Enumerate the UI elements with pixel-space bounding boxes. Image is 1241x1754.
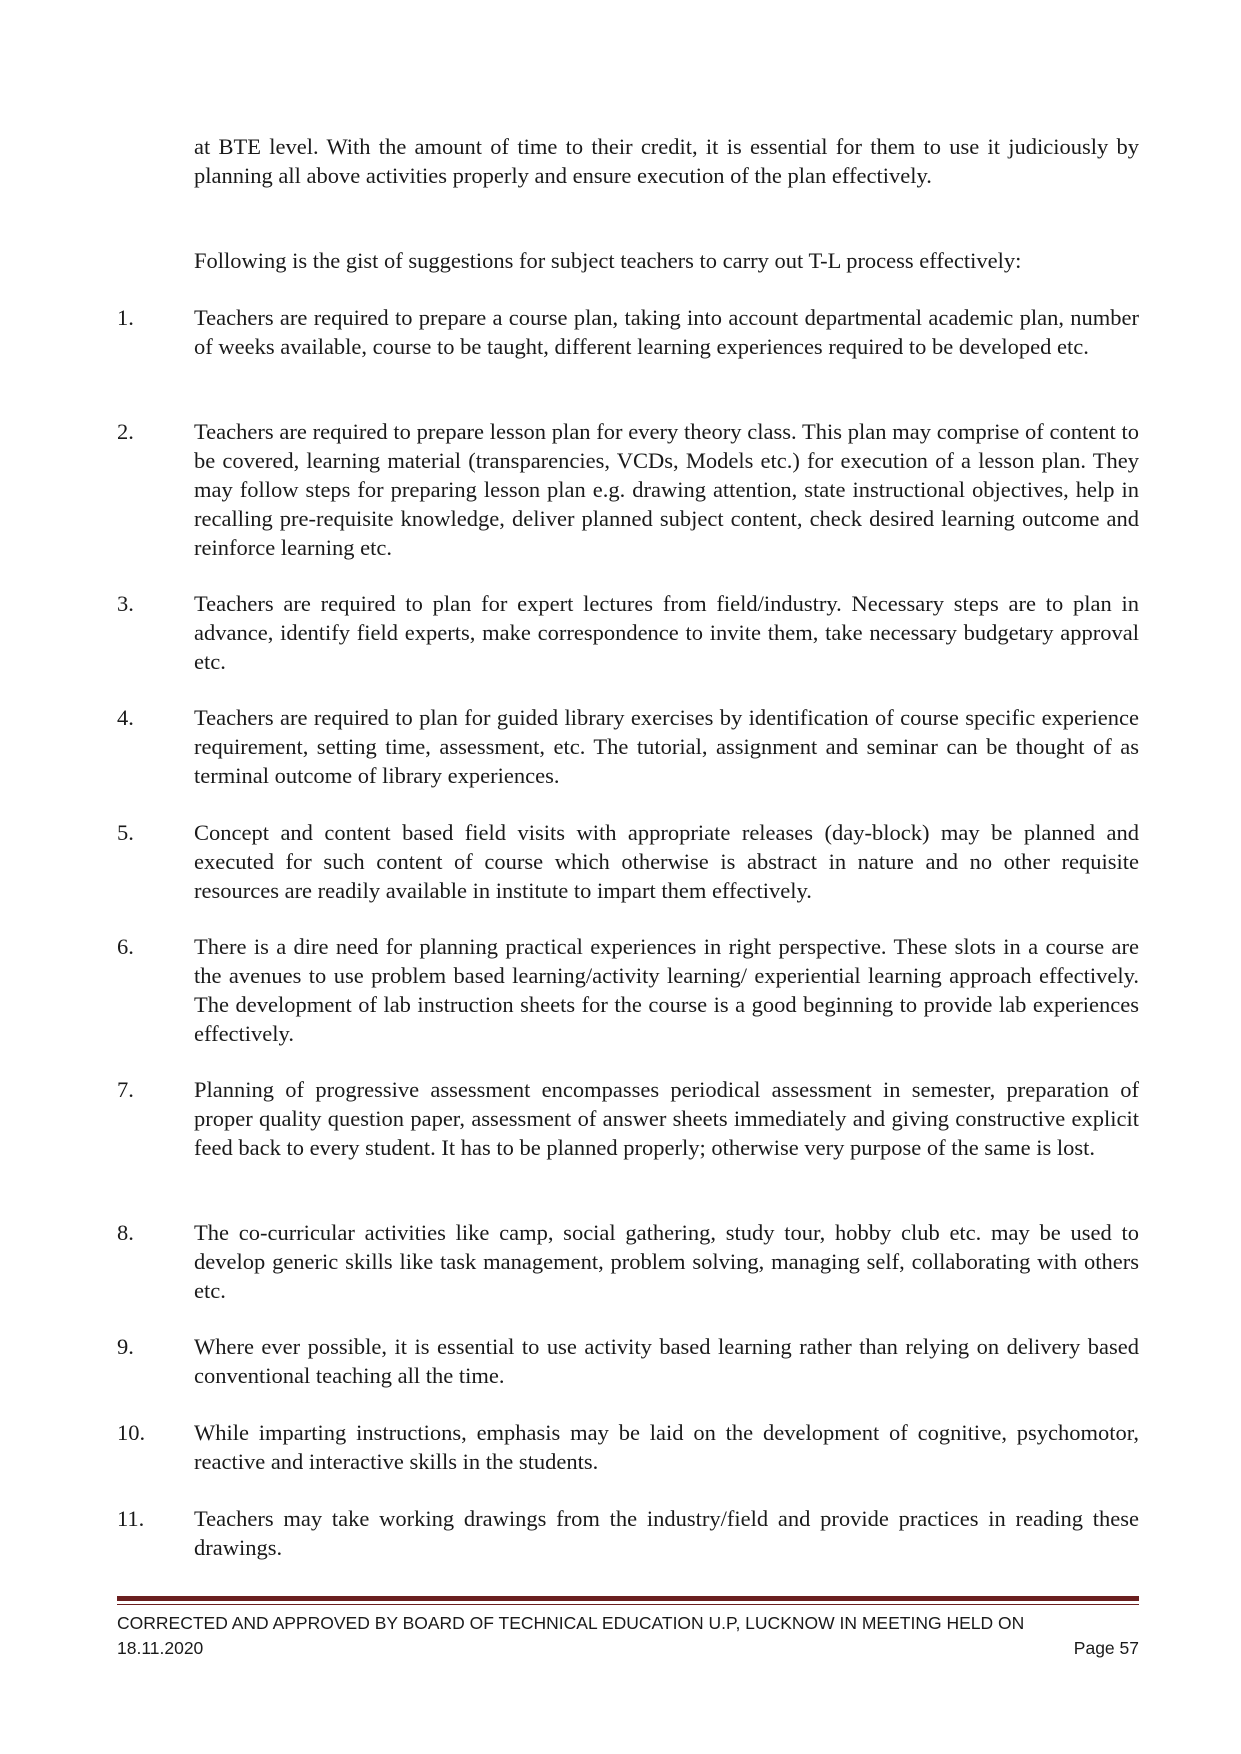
list-item-number: 8.	[117, 1220, 134, 1245]
list-item-number: 11.	[117, 1506, 145, 1531]
list-item-number: 4.	[117, 705, 134, 730]
list-item-text: Teachers are required to prepare lesson plan for every theory class. This plan may comprise of content to be covered, learning material (transparencies, VCDs, Models etc.) for execution of a lesson plan. They may follow steps for preparing lesson plan e.g. drawing attention, state instructional objectives, help in recalling pre-requisite knowledge, deliver planned subject content, check desired learning outcome and reinforce learning etc.	[194, 419, 1139, 560]
list-item-text: Teachers may take working drawings from the industry/field and provide practices in reading these drawings.	[194, 1506, 1139, 1560]
footer-divider-thin	[117, 1604, 1139, 1605]
list-item-number: 7.	[117, 1077, 134, 1102]
list-item-text: Teachers are required to plan for expert lectures from field/industry. Necessary steps are to plan in advance, identify field experts, make correspondence to invite them, take necessary budgetary approval etc.	[194, 591, 1139, 674]
list-item-number: 10.	[117, 1420, 146, 1445]
list-item-text: While imparting instructions, emphasis may be laid on the development of cognitive, psychomotor, reactive and interactive skills in the students.	[194, 1420, 1139, 1474]
list-item-text: There is a dire need for planning practical experiences in right perspective. These slots in a course are the avenues to use problem based learning/activity learning/ experiential learning approach effectively. The development of lab instruction sheets for the course is a good beginning to provide lab experiences effectively.	[194, 934, 1139, 1046]
list-item-number: 2.	[117, 419, 134, 444]
gist-line: Following is the gist of suggestions for subject teachers to carry out T-L process effectively:	[194, 248, 1022, 273]
list-item-number: 1.	[117, 305, 134, 330]
list-item-text: Concept and content based field visits with appropriate releases (day-block) may be planned and executed for such content of course which otherwise is abstract in nature and no other requisite resources are readily available in institute to impart them effectively.	[194, 820, 1139, 903]
list-item-text: Where ever possible, it is essential to use activity based learning rather than relying on delivery based conventional teaching all the time.	[194, 1334, 1139, 1388]
list-item-number: 3.	[117, 591, 134, 616]
list-item-text: Teachers are required to prepare a course plan, taking into account departmental academic plan, number of weeks available, course to be taught, different learning experiences required to be developed etc.	[194, 305, 1139, 359]
footer-approval-line: CORRECTED AND APPROVED BY BOARD OF TECHNICAL EDUCATION U.P, LUCKNOW IN MEETING HELD ON	[117, 1613, 1025, 1633]
footer-divider-thick	[117, 1596, 1139, 1601]
list-item-text: Planning of progressive assessment encompasses periodical assessment in semester, preparation of proper quality question paper, assessment of answer sheets immediately and giving constructive explicit feed back to every student. It has to be planned properly; otherwise very purpose of the same is lost.	[194, 1077, 1139, 1160]
list-item-text: Teachers are required to plan for guided library exercises by identification of course specific experience requirement, setting time, assessment, etc. The tutorial, assignment and seminar can be thought of as terminal outcome of library experiences.	[194, 705, 1139, 788]
intro-paragraph: at BTE level. With the amount of time to their credit, it is essential for them to use it judiciously by planning all above activities properly and ensure execution of the plan effectively.	[194, 134, 1139, 188]
page-number: Page 57	[1073, 1638, 1139, 1658]
list-item-text: The co-curricular activities like camp, social gathering, study tour, hobby club etc. may be used to develop generic skills like task management, problem solving, managing self, collaborating with others etc.	[194, 1220, 1139, 1303]
footer-date: 18.11.2020	[117, 1638, 204, 1658]
list-item-number: 6.	[117, 934, 134, 959]
list-item-number: 9.	[117, 1334, 134, 1359]
footer-second-line	[117, 1636, 1139, 1661]
list-item-number: 5.	[117, 820, 134, 845]
page-footer	[117, 1611, 1139, 1661]
